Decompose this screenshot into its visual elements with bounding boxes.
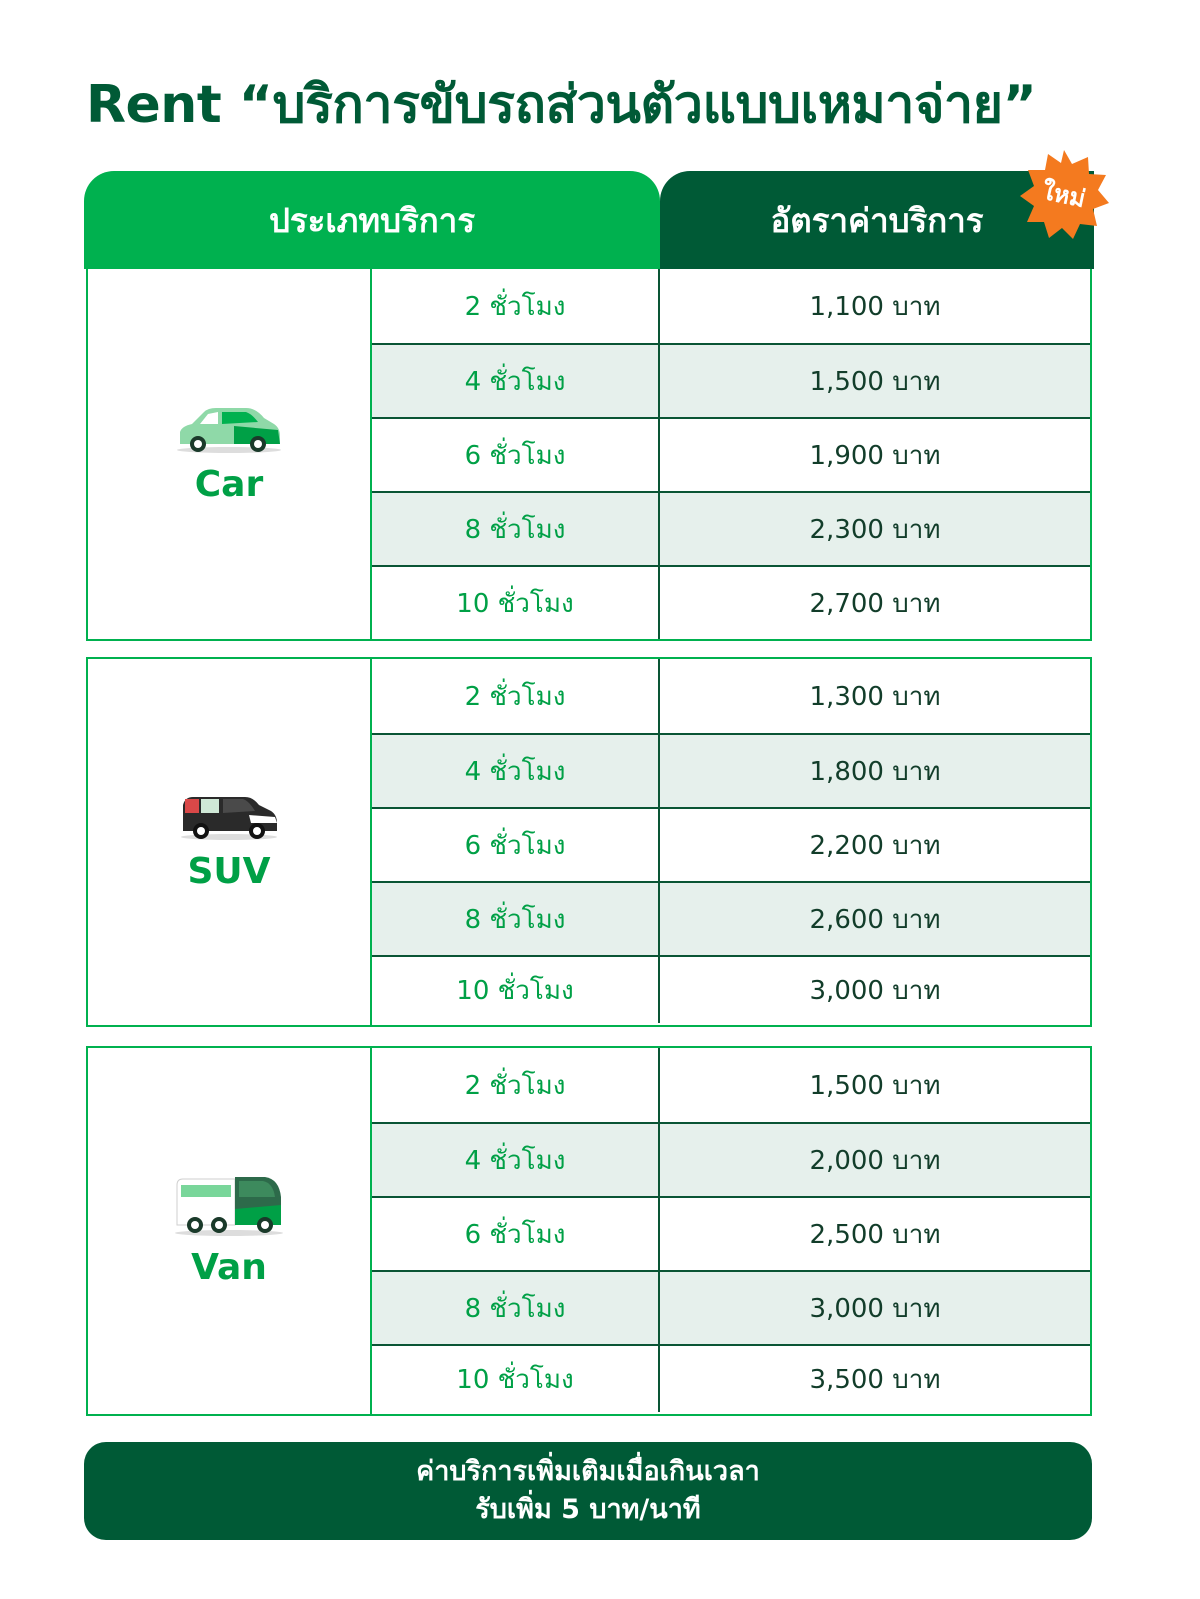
vehicle-cell bbox=[88, 269, 372, 639]
duration-cell: 8 ชั่วโมง bbox=[372, 883, 660, 955]
vehicle-label: SUV bbox=[187, 850, 271, 892]
overtime-note-line1: ค่าบริการเพิ่มเติมเมื่อเกินเวลา bbox=[416, 1456, 760, 1487]
price-cell: 1,800 บาท bbox=[809, 756, 941, 787]
price-cell: 2,600 บาท bbox=[809, 904, 941, 935]
vehicle-label: Van bbox=[191, 1246, 267, 1288]
vehicle-cell bbox=[88, 659, 372, 1025]
vehicle-label: Car bbox=[194, 463, 264, 505]
rate-rows bbox=[372, 269, 1090, 639]
suv-icon bbox=[179, 793, 279, 841]
table-row bbox=[372, 565, 1090, 639]
duration-cell: 6 ชั่วโมง bbox=[372, 809, 660, 881]
new-badge-label: ใหม่ bbox=[1039, 176, 1089, 213]
vehicle-group-van bbox=[86, 1046, 1092, 1416]
duration-cell: 10 ชั่วโมง bbox=[372, 957, 660, 1023]
rate-rows bbox=[372, 659, 1090, 1025]
table-row bbox=[372, 417, 1090, 491]
duration-cell: 10 ชั่วโมง bbox=[372, 567, 660, 639]
duration-cell: 2 ชั่วโมง bbox=[372, 659, 660, 733]
duration-cell: 8 ชั่วโมง bbox=[372, 493, 660, 565]
table-row bbox=[372, 659, 1090, 733]
vehicle-group-suv bbox=[86, 657, 1092, 1027]
price-cell: 3,000 บาท bbox=[809, 975, 941, 1006]
duration-cell: 6 ชั่วโมง bbox=[372, 1198, 660, 1270]
duration-cell: 10 ชั่วโมง bbox=[372, 1346, 660, 1412]
table-row bbox=[372, 1122, 1090, 1196]
table-row bbox=[372, 955, 1090, 1023]
table-row bbox=[372, 269, 1090, 343]
table-row bbox=[372, 1344, 1090, 1412]
van-icon bbox=[173, 1175, 285, 1237]
duration-cell: 4 ชั่วโมง bbox=[372, 735, 660, 807]
table-row bbox=[372, 1048, 1090, 1122]
header-rate-label: อัตราค่าบริการ bbox=[770, 200, 984, 240]
table-row bbox=[372, 343, 1090, 417]
page-title: Rent “บริการขับรถส่วนตัวแบบเหมาจ่าย” bbox=[86, 75, 1037, 135]
price-cell: 3,500 บาท bbox=[809, 1364, 941, 1395]
rate-rows bbox=[372, 1048, 1090, 1414]
new-badge bbox=[1018, 148, 1110, 240]
price-cell: 3,000 บาท bbox=[809, 1293, 941, 1324]
table-row bbox=[372, 1196, 1090, 1270]
duration-cell: 4 ชั่วโมง bbox=[372, 1124, 660, 1196]
duration-cell: 2 ชั่วโมง bbox=[372, 269, 660, 343]
table-row bbox=[372, 491, 1090, 565]
overtime-note-line2: รับเพิ่ม 5 บาท/นาที bbox=[475, 1494, 701, 1525]
table-row bbox=[372, 807, 1090, 881]
vehicle-group-car bbox=[86, 269, 1092, 641]
table-row bbox=[372, 733, 1090, 807]
header-service-type-label: ประเภทบริการ bbox=[268, 200, 476, 240]
duration-cell: 2 ชั่วโมง bbox=[372, 1048, 660, 1122]
price-cell: 2,700 บาท bbox=[809, 588, 941, 619]
price-cell: 1,500 บาท bbox=[809, 366, 941, 397]
vehicle-cell bbox=[88, 1048, 372, 1414]
price-cell: 2,300 บาท bbox=[809, 514, 941, 545]
car-icon bbox=[174, 404, 284, 454]
price-cell: 2,200 บาท bbox=[809, 830, 941, 861]
price-cell: 2,500 บาท bbox=[809, 1219, 941, 1250]
duration-cell: 4 ชั่วโมง bbox=[372, 345, 660, 417]
overtime-note bbox=[84, 1442, 1092, 1540]
price-cell: 1,500 บาท bbox=[809, 1070, 941, 1101]
price-cell: 1,100 บาท bbox=[809, 291, 941, 322]
header-service-type bbox=[84, 171, 660, 269]
table-row bbox=[372, 1270, 1090, 1344]
table-row bbox=[372, 881, 1090, 955]
price-cell: 1,300 บาท bbox=[809, 681, 941, 712]
price-cell: 1,900 บาท bbox=[809, 440, 941, 471]
duration-cell: 6 ชั่วโมง bbox=[372, 419, 660, 491]
duration-cell: 8 ชั่วโมง bbox=[372, 1272, 660, 1344]
price-cell: 2,000 บาท bbox=[809, 1145, 941, 1176]
